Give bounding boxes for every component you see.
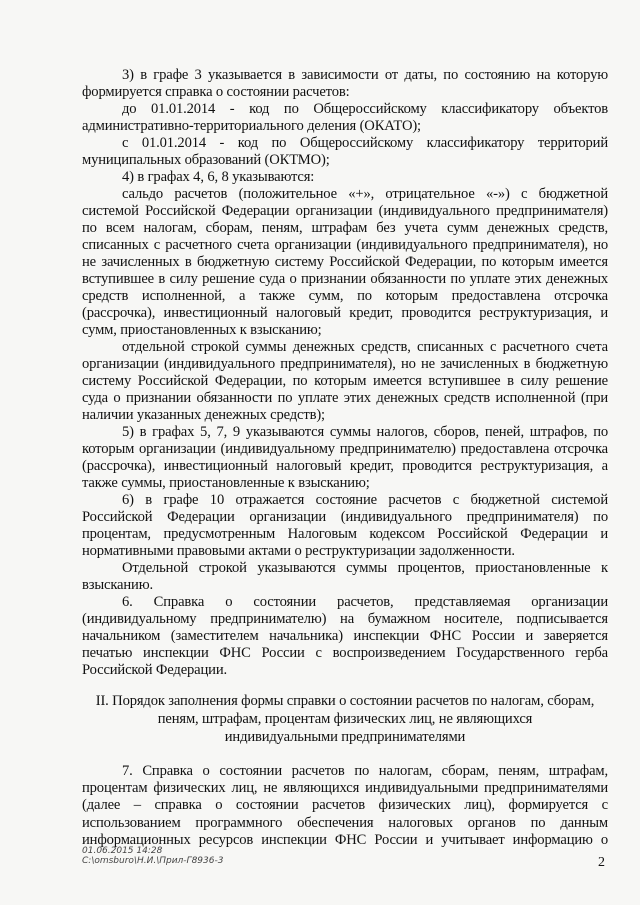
text-line: средств исполненной, а также сумм, по которым предоставлена отсрочка bbox=[82, 288, 608, 304]
text-line: которым организации (индивидуальному предпринимателю) предоставлена отсрочка bbox=[82, 441, 608, 457]
text-line: нормативными правовыми актами о реструктуризации задолженности. bbox=[82, 543, 515, 559]
text-line: системой Российской Федерации организации (индивидуального предпринимателя) bbox=[82, 203, 608, 219]
text-line: организации (индивидуального предпринимателя), но не зачисленных в бюджетную bbox=[82, 356, 608, 372]
text-line: сальдо расчетов (положительное «+», отрицательное «-») с бюджетной bbox=[122, 186, 608, 202]
footer-file-path: С:\omsburo\Н.И.\Прил-Г8936-3 bbox=[82, 856, 224, 866]
footer-timestamp: 01.06.2015 14:28 bbox=[82, 846, 163, 856]
text-line: начальником (заместителем начальника) инспекции ФНС России и заверяется bbox=[82, 628, 608, 644]
text-line: списанных с расчетного счета организации (индивидуального предпринимателя), но bbox=[82, 237, 608, 253]
text-line: наличии указанных денежных средств); bbox=[82, 407, 325, 423]
text-line: вступившее в силу решение суда о признании обязанности по уплате этих денежных bbox=[82, 271, 608, 287]
text-line: формируется справка о состоянии расчетов: bbox=[82, 84, 350, 100]
text-line: 6) в графе 10 отражается состояние расчетов с бюджетной системой bbox=[122, 492, 608, 508]
text-line: печатью инспекции ФНС России с воспроизведением Государственного герба bbox=[82, 645, 608, 661]
text-line: (индивидуальному предпринимателю) на бумажном носителе, подписывается bbox=[82, 611, 608, 627]
text-line: систему Российской Федерации, по которым имеется вступившее в силу решение bbox=[82, 373, 608, 389]
text-line: муниципальных образований (ОКТМО); bbox=[82, 152, 330, 168]
page-number: 2 bbox=[598, 855, 605, 870]
text-line: 5) в графах 5, 7, 9 указываются суммы налогов, сборов, пеней, штрафов, по bbox=[122, 424, 608, 440]
text-line: с 01.01.2014 - код по Общероссийскому классификатору территорий bbox=[122, 135, 608, 151]
text-line: сумм, приостановленных к взысканию; bbox=[82, 322, 322, 338]
text-line: информационных ресурсов инспекции ФНС России и учитывает информацию о bbox=[82, 831, 608, 848]
text-line: процентам физических лиц, не являющихся индивидуальными предпринимателями bbox=[82, 780, 608, 797]
text-line: взысканию. bbox=[82, 577, 153, 593]
text-line: отдельной строкой суммы денежных средств, списанных с расчетного счета bbox=[122, 339, 608, 355]
text-line: Российской Федерации организации (индивидуального предпринимателя) по bbox=[82, 509, 608, 525]
text-line: 3) в графе 3 указывается в зависимости от даты, по состоянию на которую bbox=[122, 67, 608, 83]
text-line: административно-территориального деления (ОКАТО); bbox=[82, 118, 421, 134]
text-line: 7. Справка о состоянии расчетов по налогам, сборам, пеням, штрафам, bbox=[122, 763, 608, 779]
text-line: Российской Федерации. bbox=[82, 662, 227, 678]
text-line: до 01.01.2014 - код по Общероссийскому классификатору объектов bbox=[122, 101, 608, 117]
section-heading-line: индивидуальными предпринимателями bbox=[224, 729, 466, 745]
text-line: использованием программного обеспечения налоговых органов по данным bbox=[82, 814, 608, 831]
text-line: (рассрочка), инвестиционный налоговый кредит, проводится реструктуризация, и bbox=[82, 305, 608, 321]
section-heading-line: пеням, штрафам, процентам физических лиц, не являющихся bbox=[157, 711, 533, 727]
text-line: 6. Справка о состоянии расчетов, представляемая организации bbox=[122, 594, 608, 610]
section-heading-line: II. Порядок заполнения формы справки о состоянии расчетов по налогам, сборам, bbox=[95, 693, 595, 709]
text-line: процентам, предусмотренным Налоговым кодексом Российской Федерации и bbox=[82, 526, 608, 542]
text-line: 4) в графах 4, 6, 8 указываются: bbox=[122, 169, 315, 185]
text-line: не зачисленных в бюджетную систему Российской Федерации, по которым имеется bbox=[82, 254, 608, 270]
text-line: суда о признании обязанности по уплате этих денежных средств исполненной (при bbox=[82, 390, 608, 406]
text-line: Отдельной строкой указываются суммы процентов, приостановленные к bbox=[122, 560, 608, 576]
text-line: (далее – справка о состоянии расчетов физических лиц), формируется с bbox=[82, 797, 608, 814]
text-line: также суммы, приостановленные к взысканию; bbox=[82, 475, 370, 491]
text-line: по всем налогам, сборам, пеням, штрафам без учета сумм денежных средств, bbox=[82, 220, 608, 236]
text-line: (рассрочка), инвестиционный налоговый кредит, проводится реструктуризация, а bbox=[82, 458, 608, 474]
